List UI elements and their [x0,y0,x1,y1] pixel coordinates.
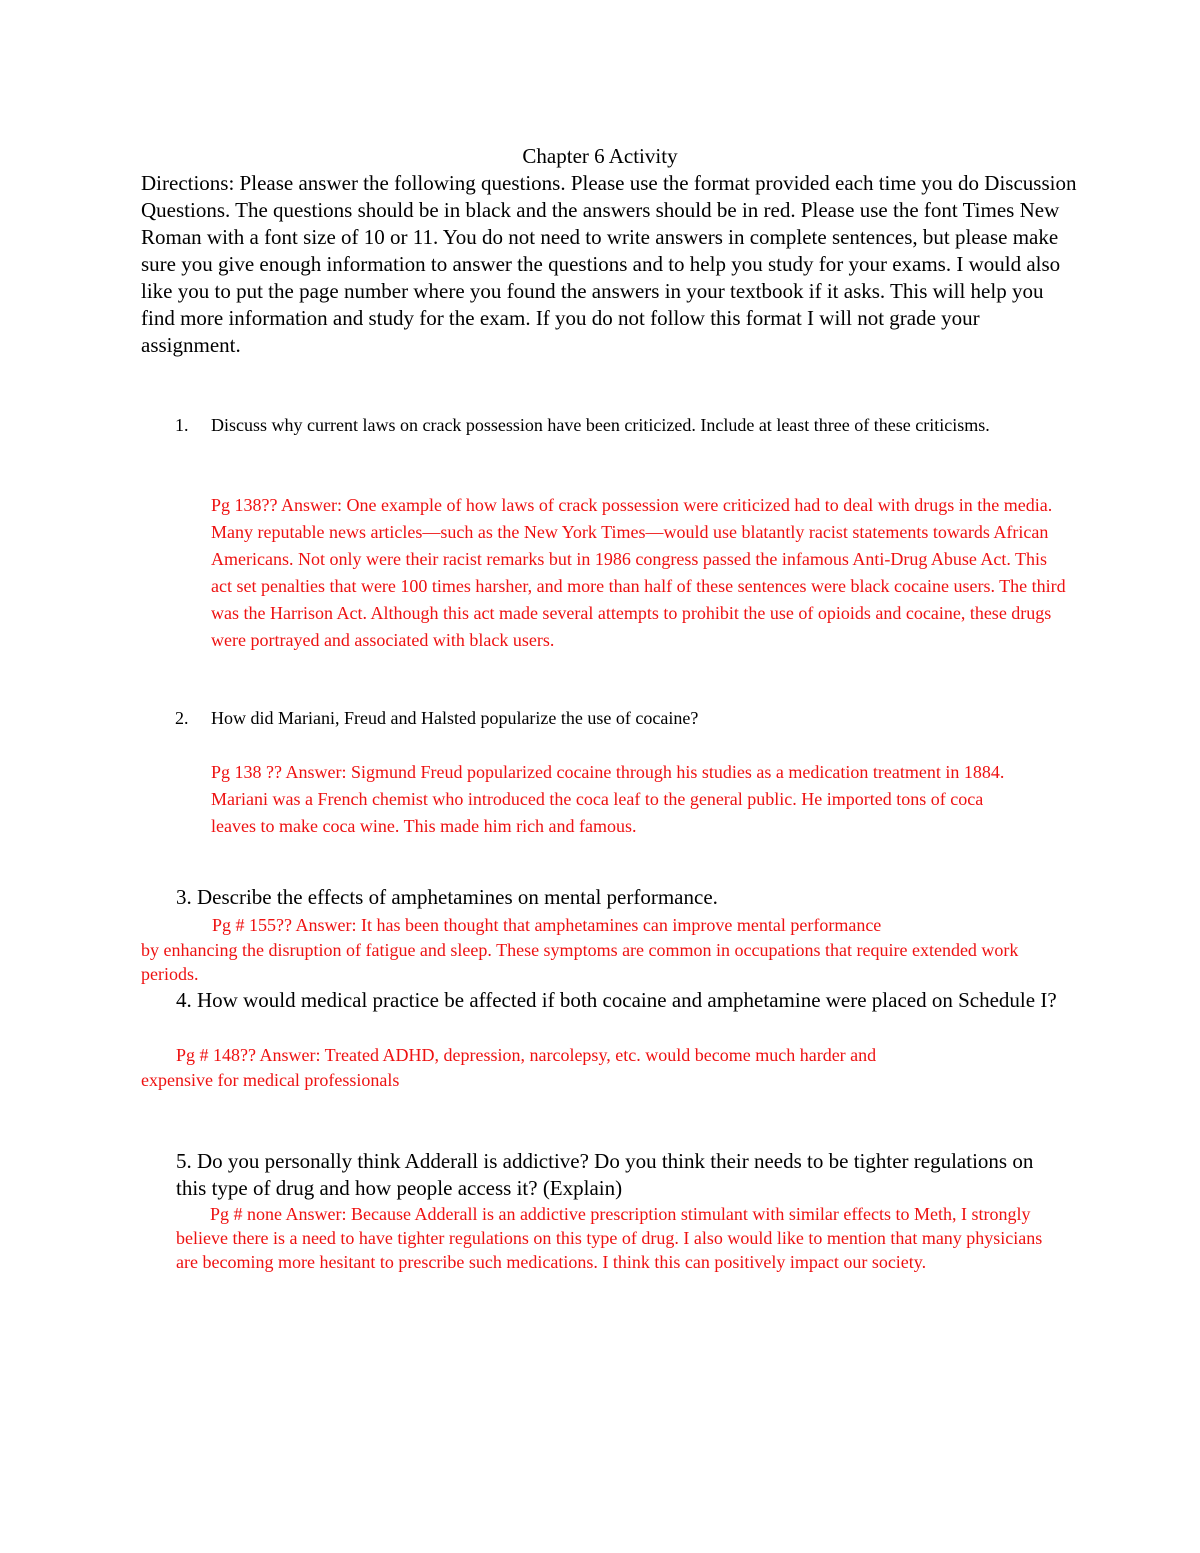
question-1-text: Discuss why current laws on crack possession have been criticized. Include at least three of these criticisms. [211,415,990,435]
answer-1-text: Pg 138?? Answer: One example of how laws of crack possession were criticized had to deal with drugs in the media. Many reputable news articles—such as the New York Times—would use blatantly racist statements towards African Americans. Not only were their racist remarks but in 1986 congress passed the infamous Anti-Drug Abuse Act. This act set penalties that were 100 times harsher, and more than half of these sentences were black cocaine users. The third was the Harrison Act. Although this act made several attempts to prohibit the use of opioids and cocaine, these drugs were portrayed and associated with black users. [211,495,1066,650]
question-2-text: How did Mariani, Freud and Halsted popularize the use of cocaine? [211,708,699,728]
document-title: Chapter 6 Activity [522,144,678,168]
question-2-number: 2. [175,708,189,728]
answer-4-rest: expensive for medical professionals [141,1070,400,1090]
answer-3-lead: Pg # 155?? Answer: It has been thought that amphetamines can improve mental performance [212,915,882,935]
answer-5-text: Pg # none Answer: Because Adderall is an addictive prescription stimulant with similar effects to Meth, I strongly believe there is a need to have tighter regulations on this type of drug. I also would like to mention that many physicians are becoming more hesitant to prescribe such medications. I think this can positively impact our society. [176,1204,1043,1272]
question-1-number: 1. [175,415,189,435]
directions-paragraph: Directions: Please answer the following questions. Please use the format provided each time you do Discussion Questions. The questions should be in black and the answers should be in red. Please use the font Times New Roman with a font size of 10 or 11. You do not need to write answers in complete sentences, but please make sure you give enough information to answer the questions and to help you study for your exams. I would also like you to put the page number where you found the answers in your textbook if it asks. This will help you find more information and study for the exam. If you do not follow this format I will not grade your assignment. [141,171,1077,357]
answer-3-rest: by enhancing the disruption of fatigue and sleep. These symptoms are common in occupations that require extended work periods. [141,940,1019,984]
answer-4-lead: Pg # 148?? Answer: Treated ADHD, depression, narcolepsy, etc. would become much harder and [176,1045,877,1065]
question-5-text: 5. Do you personally think Adderall is addictive? Do you think their needs to be tighter regulations on this type of drug and how people access it? (Explain) [176,1149,1034,1200]
question-3-text: 3. Describe the effects of amphetamines on mental performance. [176,885,718,909]
question-4-text: 4. How would medical practice be affected if both cocaine and amphetamine were placed on Schedule I? [176,988,1057,1012]
answer-2-text: Pg 138 ?? Answer: Sigmund Freud popularized cocaine through his studies as a medication treatment in 1884. Mariani was a French chemist who introduced the coca leaf to the general public. He imported tons of coca leaves to make coca wine. This made him rich and famous. [211,762,1005,836]
